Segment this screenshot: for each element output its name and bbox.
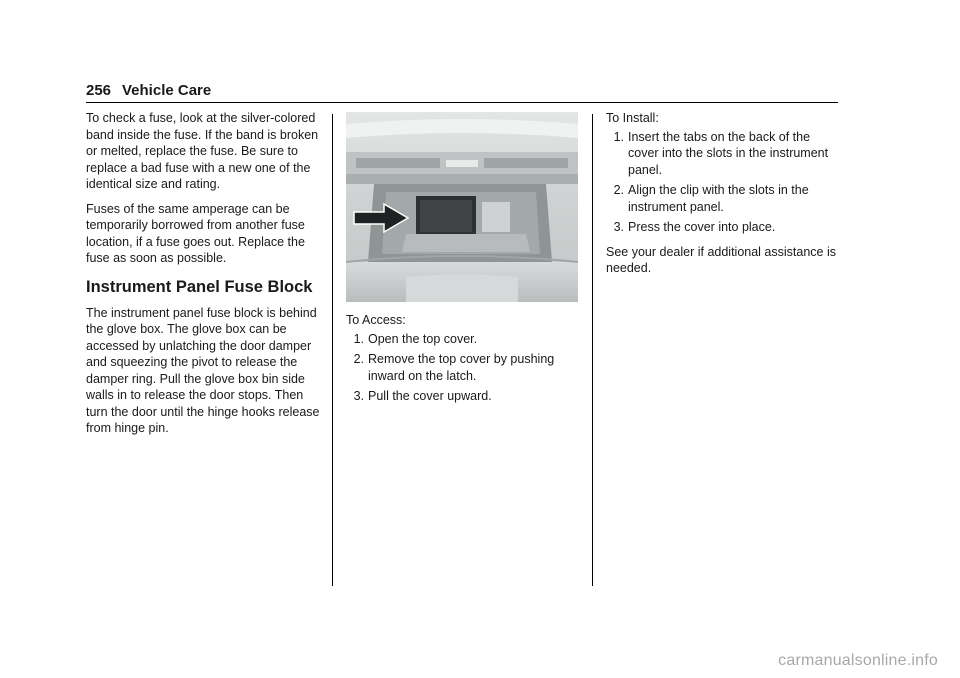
instrument-panel-heading: Instrument Panel Fuse Block [86,277,313,296]
access-steps [346,331,582,405]
watermark[interactable]: carmanualsonline.info [778,652,938,669]
step-number: 2. [613,183,624,197]
step-text: Insert the tabs on the back of the cover into the slots in the instrument panel. [628,129,829,177]
column-middle [346,110,582,409]
install-label: To Install: [606,111,659,125]
step-number: 3. [613,220,624,234]
step-text: Align the clip with the slots in the instrument panel. [628,183,809,214]
list-item [346,388,582,405]
list-item [346,351,582,384]
step-number: 2. [353,352,364,366]
list-item [606,219,842,236]
fuse-block-illustration [346,112,578,302]
dealer-note: See your dealer if additional assistance is needed. [606,244,836,275]
step-number: 1. [613,129,624,144]
column-divider-1 [332,114,333,586]
step-text: Open the top cover. [368,331,478,346]
column-right [606,110,842,285]
list-item [346,331,582,348]
column-left [86,110,326,445]
fuse-block-paragraph: The instrument panel fuse block is behind the glove box. The glove box can be accessed by unlatching the door damper and squeezing the pivot to release the damper ring. Pull the glove box bin side walls in to release the door stops. Then turn the door until the hinge hooks release from hinge pin. [86,305,320,435]
column-divider-2 [592,114,593,586]
install-steps [606,129,842,236]
fuse-borrow-paragraph: Fuses of the same amperage can be temporarily borrowed from another fuse location, if a fuse goes out. Replace the fuse as soon as possible. [86,201,305,265]
list-item [606,129,842,179]
list-item [606,182,842,215]
step-text: Remove the top cover by pushing inward on the latch. [368,352,555,383]
access-label: To Access: [346,313,406,327]
header-rule [86,102,838,103]
section-title: Vehicle Care [122,82,212,99]
page-number: 256 [86,82,112,99]
step-number: 3. [353,389,364,403]
step-number: 1. [353,331,364,346]
step-text: Pull the cover upward. [368,389,492,403]
step-text: Press the cover into place. [628,220,776,234]
fuse-check-paragraph: To check a fuse, look at the silver-colored band inside the fuse. If the band is broken or melted, replace the fuse. Be sure to replace a bad fuse with a new one of the identical size and rating. [86,111,319,191]
page-header [86,82,838,102]
